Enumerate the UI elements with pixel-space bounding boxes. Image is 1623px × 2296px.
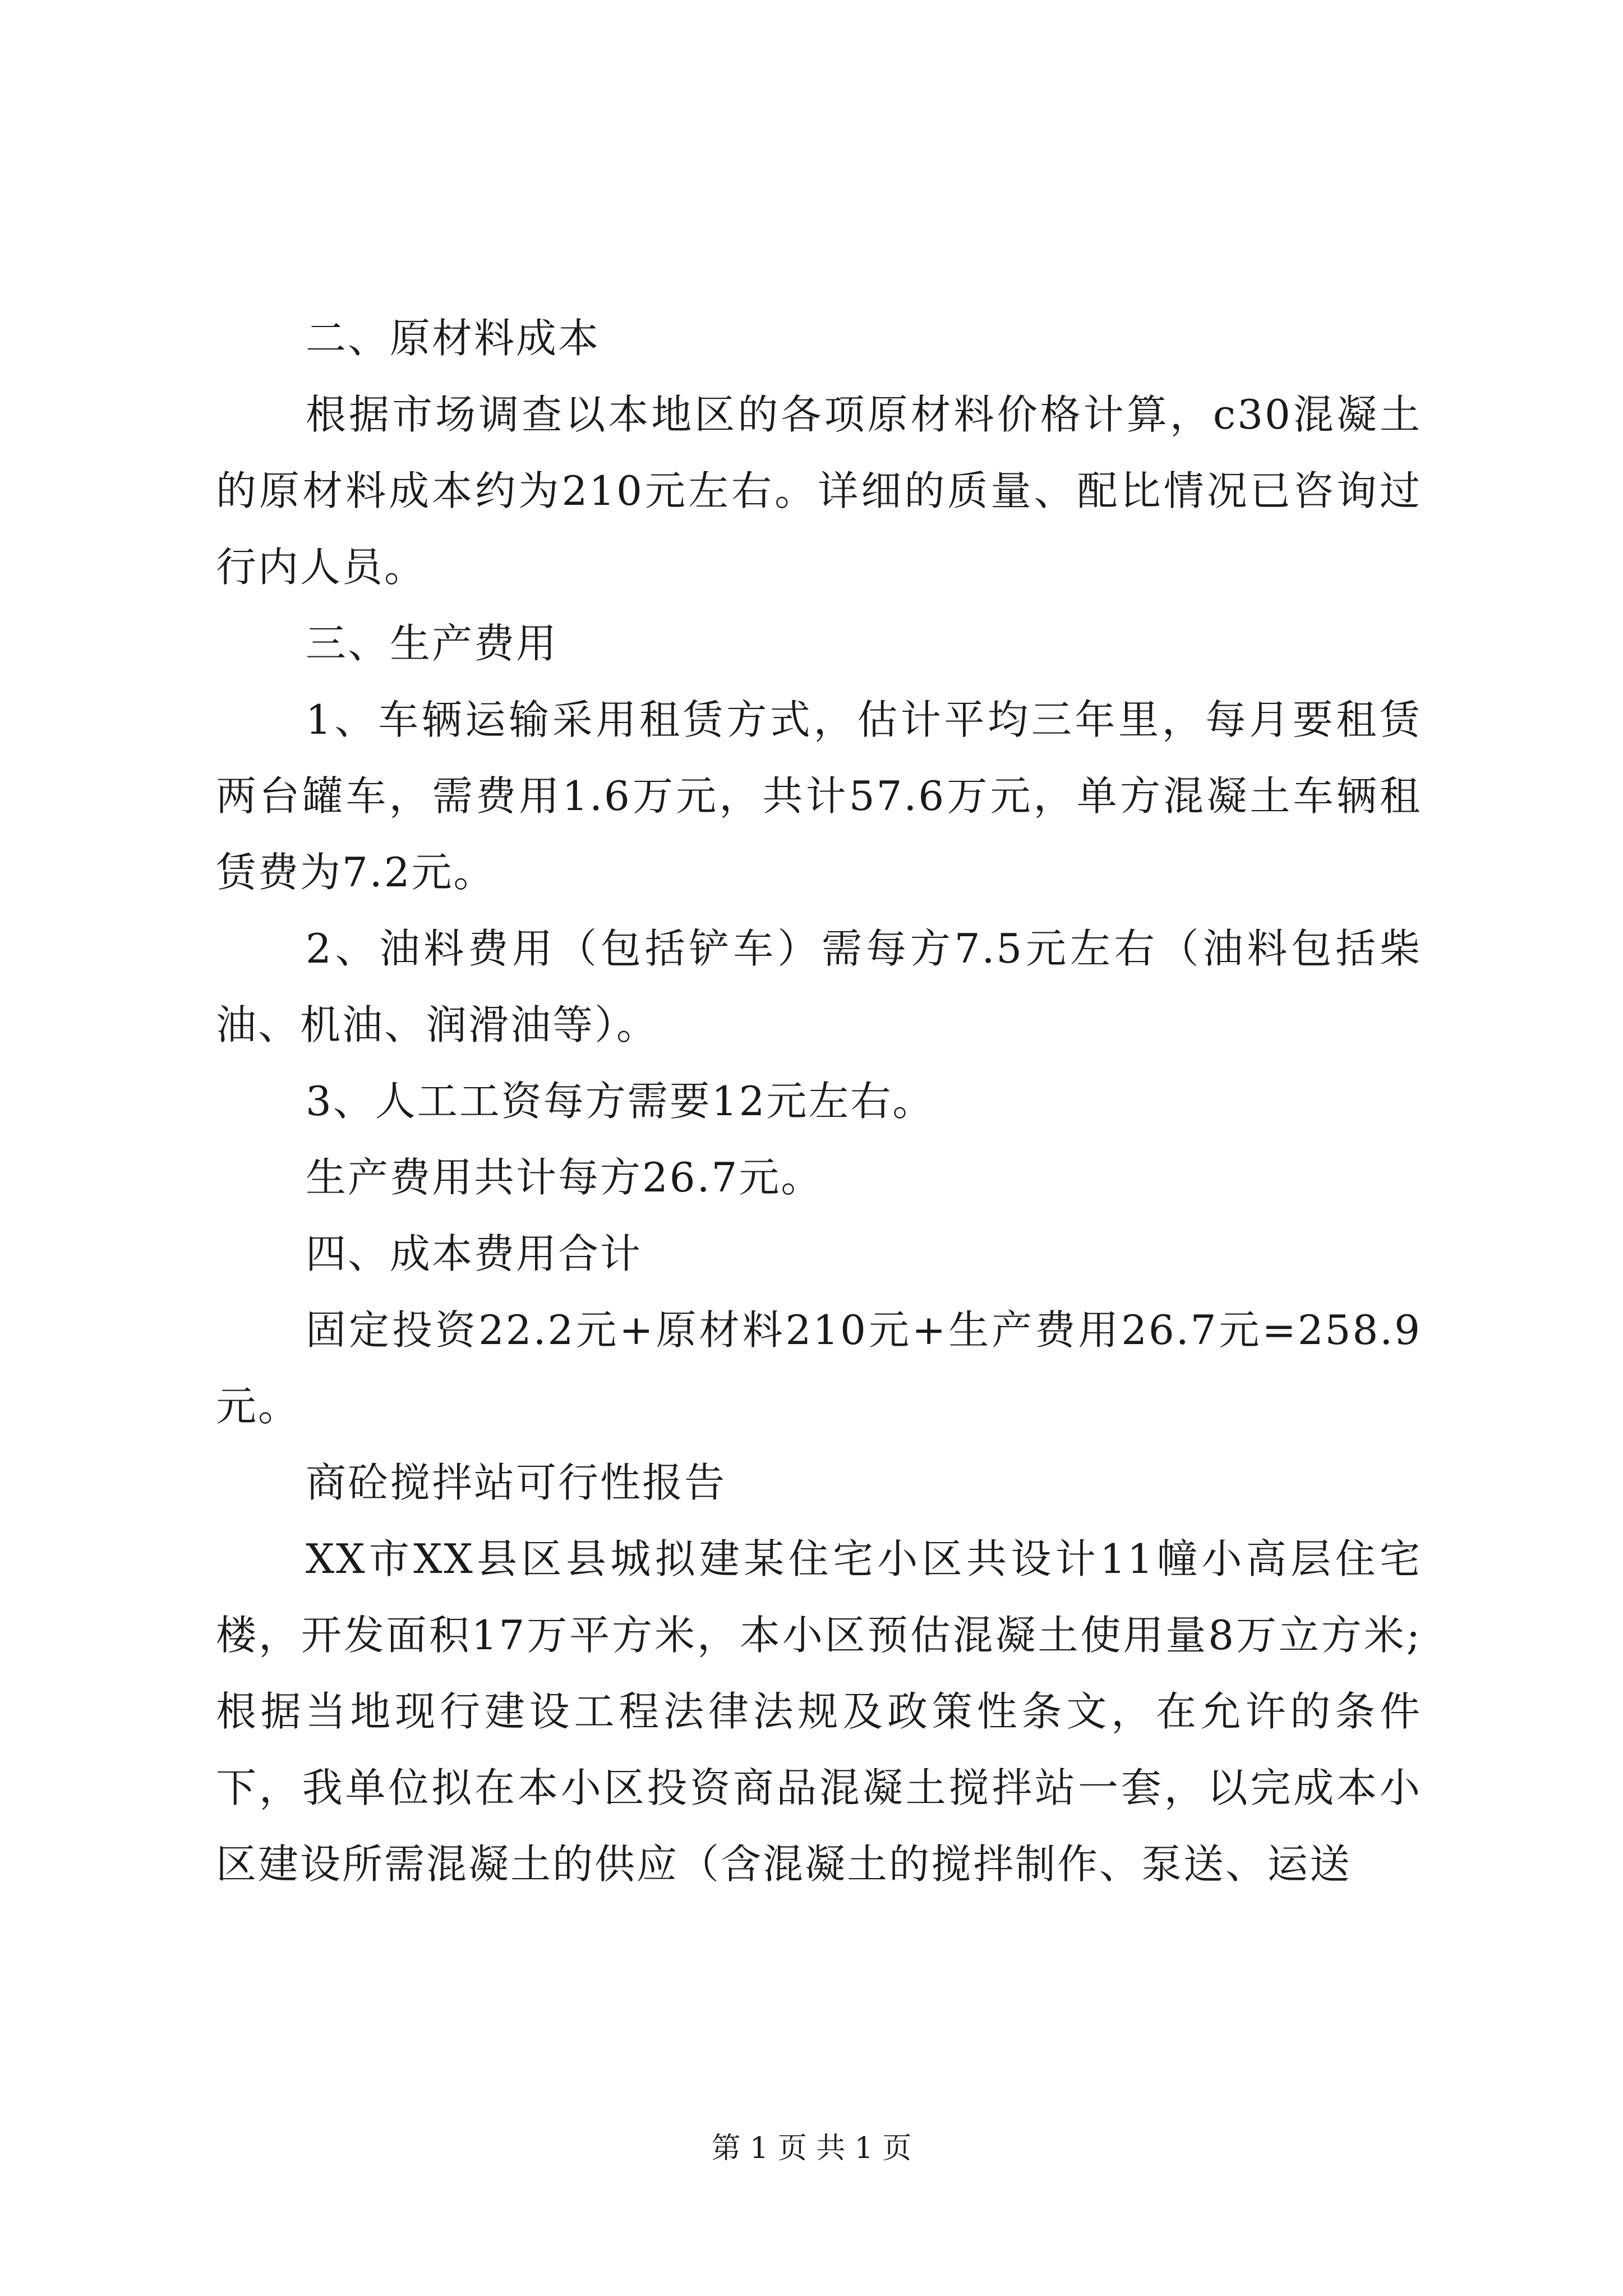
paragraph-raw-material-cost: 根据市场调查以本地区的各项原材料价格计算，c30混凝土的原材料成本约为210元左右。详细的质量、配比情况已咨询过行内人员。 [216, 391, 1422, 591]
heading-total-cost: 四、成本费用合计 [306, 1230, 643, 1277]
paragraph-labor-cost: 3、人工工资每方需要12元左右。 [306, 1078, 935, 1125]
heading-report-title: 商砼搅拌站可行性报告 [306, 1459, 727, 1506]
paragraph-project-overview: XX市XX县区县城拟建某住宅小区共设计11幢小高层住宅楼，开发面积17万平方米，本小区预估混凝土使用量8万立方米;根据当地现行建设工程法律法规及政策性条文，在允许的条件下，我单位拟在本小区投资商品混凝土搅拌站一套，以完成本小区建设所需混凝土的供应（含混凝土的搅拌制作、泵送、运送 [216, 1535, 1422, 1888]
paragraph-fuel-cost: 2、油料费用（包括铲车）需每方7.5元左右（油料包括柴油、机油、润滑油等）。 [216, 925, 1422, 1048]
paragraph-production-total: 生产费用共计每方26.7元。 [306, 1154, 823, 1201]
heading-raw-material-cost: 二、原材料成本 [306, 315, 601, 362]
document-body [216, 300, 1422, 1902]
heading-production-cost: 三、生产费用 [306, 620, 559, 667]
paragraph-total-cost: 固定投资22.2元+原材料210元+生产费用26.7元=258.9元。 [216, 1306, 1422, 1430]
paragraph-vehicle-rental: 1、车辆运输采用租赁方式，估计平均三年里，每月要租赁两台罐车，需费用1.6万元，共计57.6万元，单方混凝土车辆租赁费为7.2元。 [216, 696, 1422, 896]
page-footer: 第 1 页 共 1 页 [711, 2132, 912, 2165]
